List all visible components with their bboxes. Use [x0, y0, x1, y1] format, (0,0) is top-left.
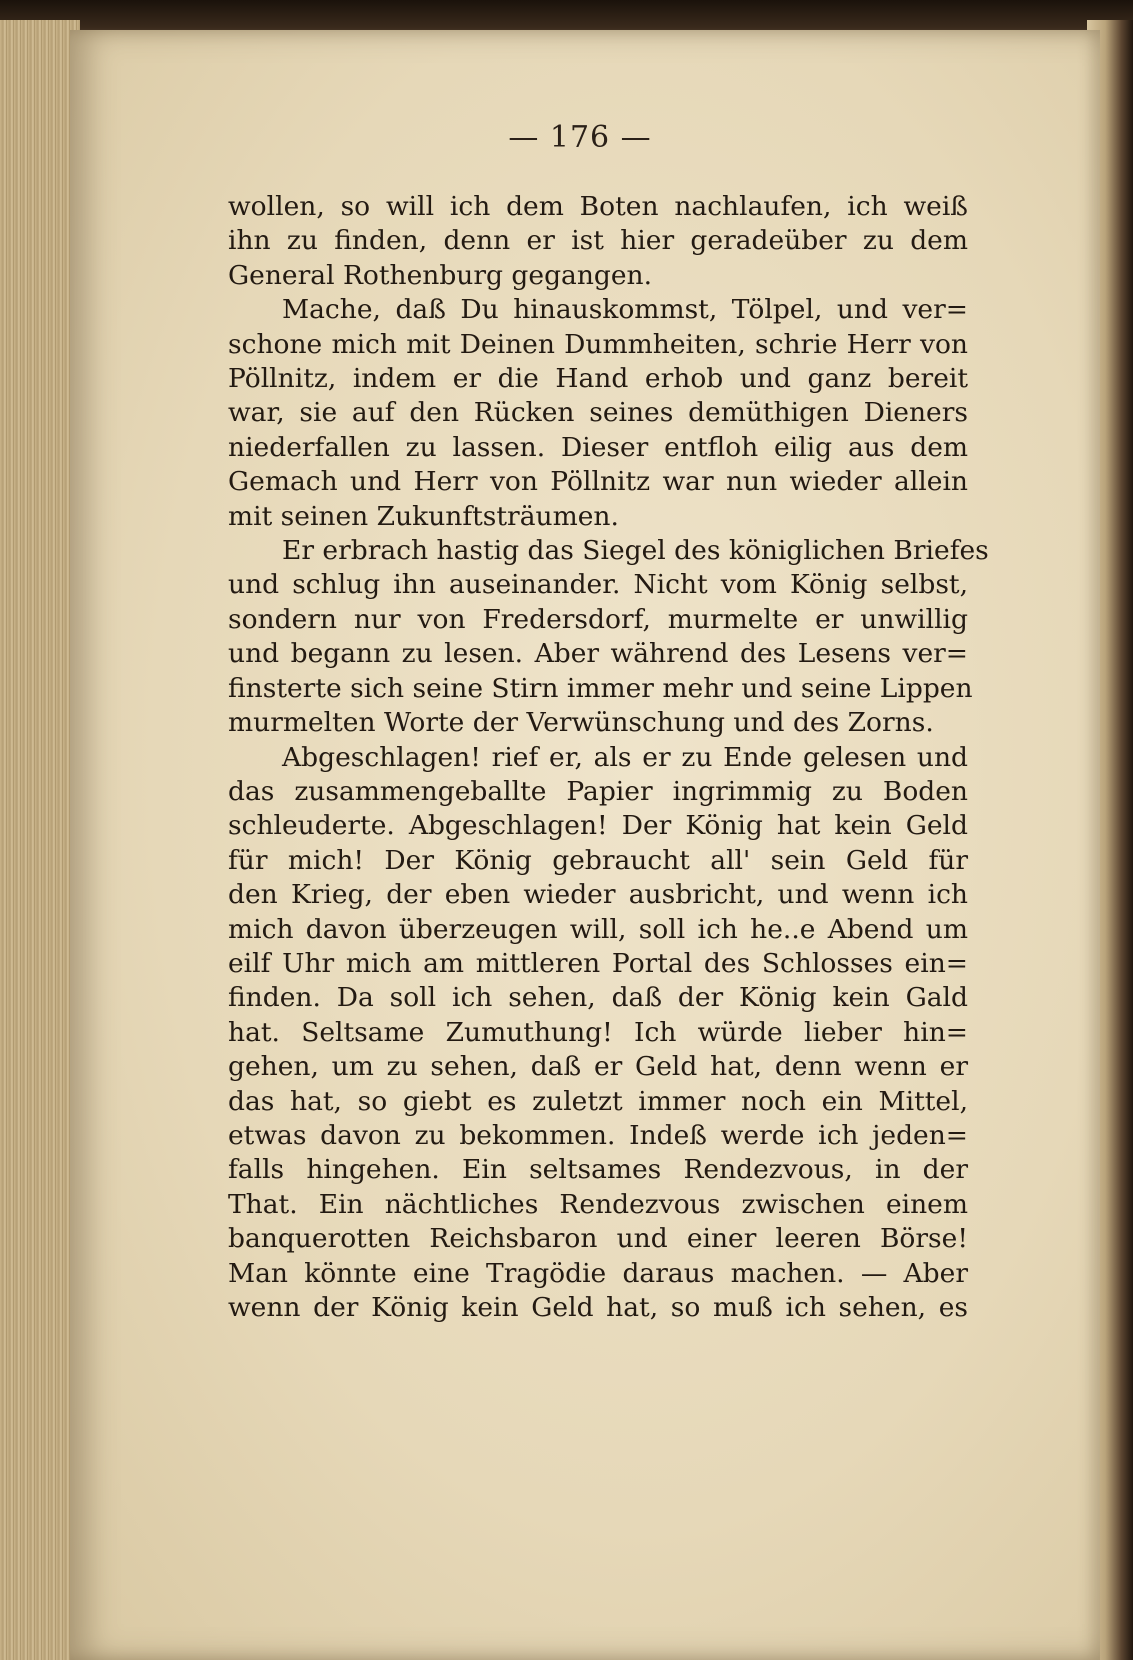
text-line: eilf Uhr mich am mittleren Portal des Schlosses ein= [228, 947, 968, 979]
body-text [228, 190, 989, 1325]
page-number: — 176 — [508, 120, 652, 155]
text-line: finsterte sich seine Stirn immer mehr und seine Lippen [228, 672, 973, 704]
text-line: Mache, daß Du hinauskommst, Tölpel, und ver= [282, 294, 968, 326]
text-line: wenn der König kein Geld hat, so muß ich sehen, es [228, 1292, 968, 1323]
text-line: banquerotten Reichsbaron und einer leeren Börse! [228, 1223, 968, 1255]
text-line: Pöllnitz, indem er die Hand erhob und ganz bereit [228, 363, 968, 395]
text-line: Gemach und Herr von Pöllnitz war nun wieder allein [228, 466, 968, 498]
text-line: finden. Da soll ich sehen, daß der König kein Gald [228, 982, 968, 1014]
text-line: war, sie auf den Rücken seines demüthigen Dieners [228, 397, 968, 429]
text-line: schone mich mit Deinen Dummheiten, schrie Herr von [228, 328, 968, 360]
text-line: das zusammengeballte Papier ingrimmig zu Boden [228, 775, 968, 807]
text-line: hat. Seltsame Zumuthung! Ich würde lieber hin= [228, 1016, 968, 1048]
text-line: mit seinen Zukunftsträumen. [228, 500, 619, 532]
text-line: für mich! Der König gebraucht all' sein Geld für [228, 844, 968, 876]
text-line: das hat, so giebt es zuletzt immer noch ein Mittel, [228, 1085, 968, 1117]
text-line: Abgeschlagen! rief er, als er zu Ende gelesen und [282, 741, 968, 773]
text-line: mich davon überzeugen will, soll ich he..e Abend um [228, 913, 968, 945]
text-line: Er erbrach hastig das Siegel des königlichen Briefes [282, 535, 989, 567]
text-line: wollen, so will ich dem Boten nachlaufen, ich weiß [228, 191, 968, 222]
text-line: sondern nur von Fredersdorf, murmelte er unwillig [228, 603, 968, 635]
text-line: und begann zu lesen. Aber während des Lesens ver= [228, 638, 968, 670]
page-edges-left [0, 20, 80, 1660]
text-line: niederfallen zu lassen. Dieser entfloh eilig aus dem [228, 431, 968, 463]
text-line: ihn zu finden, denn er ist hier geradeüber zu dem [228, 225, 968, 257]
text-line: etwas davon zu bekommen. Indeß werde ich jeden= [228, 1119, 968, 1151]
text-line: schleuderte. Abgeschlagen! Der König hat kein Geld [228, 810, 968, 842]
text-line: That. Ein nächtliches Rendezvous zwischen einem [228, 1188, 968, 1220]
text-line: Man könnte eine Tragödie daraus machen. — Aber [228, 1257, 968, 1289]
text-line: gehen, um zu sehen, daß er Geld hat, denn wenn er [228, 1051, 968, 1083]
text-line: General Rothenburg gegangen. [228, 259, 653, 291]
text-line: und schlug ihn auseinander. Nicht vom König selbst, [228, 569, 968, 601]
text-line: murmelten Worte der Verwünschung und des Zorns. [228, 707, 934, 739]
text-line: den Krieg, der eben wieder ausbricht, und wenn ich [228, 879, 968, 911]
text-line: falls hingehen. Ein seltsames Rendezvous, in der [228, 1154, 968, 1186]
